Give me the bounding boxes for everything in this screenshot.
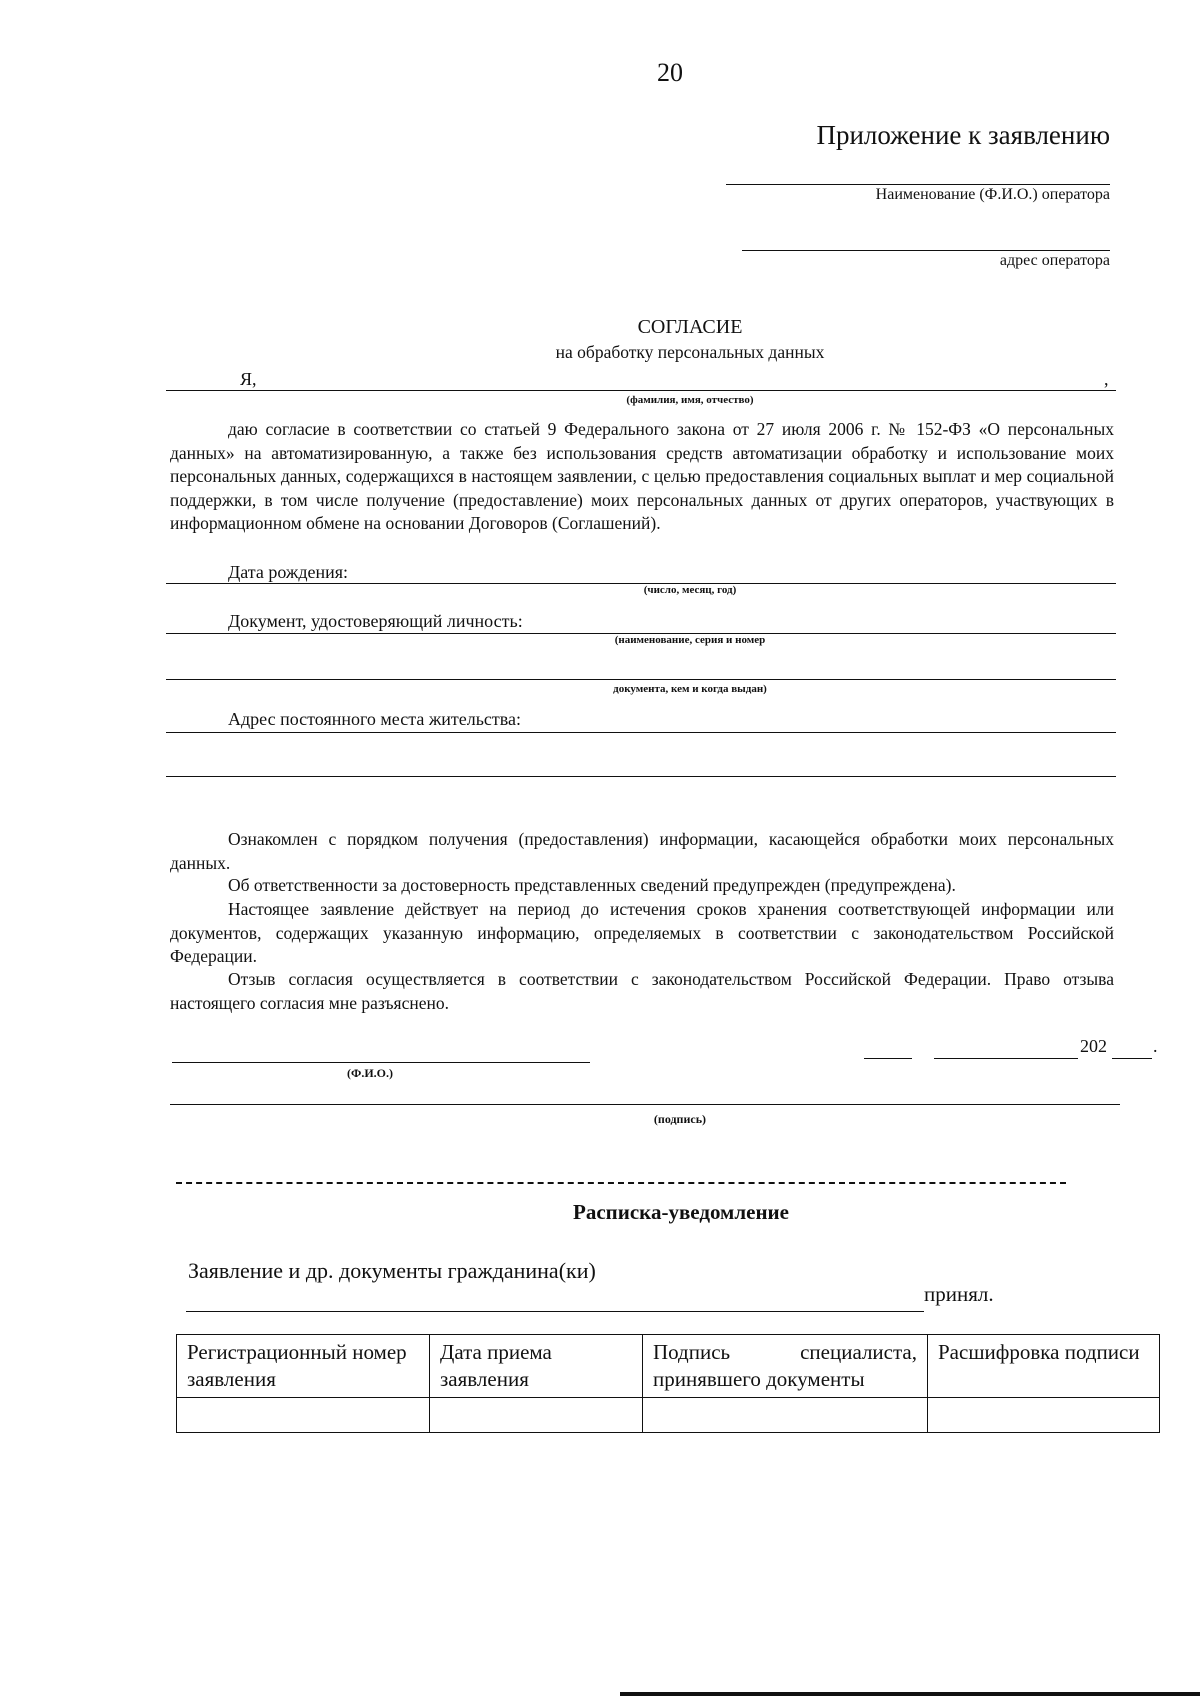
identity-doc-line-2[interactable] <box>166 679 1116 680</box>
fio-signature-line[interactable] <box>172 1062 590 1063</box>
reg-number-cell[interactable] <box>177 1398 430 1433</box>
header-signature-decoding: Расшифровка подписи <box>928 1335 1160 1398</box>
specialist-signature-cell[interactable] <box>643 1398 928 1433</box>
fio-line[interactable] <box>166 390 1116 391</box>
cut-dashed-line <box>176 1182 1066 1184</box>
receipt-date-cell[interactable] <box>430 1398 643 1433</box>
receipt-title: Расписка-уведомление <box>573 1200 789 1224</box>
accepted-text: принял. <box>924 1282 994 1306</box>
identity-doc-caption-1: (наименование, серия и номер <box>614 634 766 646</box>
operator-address-label: адрес оператора <box>999 252 1110 269</box>
operator-name-label: Наименование (Ф.И.О.) оператора <box>875 186 1110 203</box>
identity-doc-caption-2: документа, кем и когда выдан) <box>613 683 767 695</box>
residence-address-line[interactable] <box>166 732 1116 733</box>
identity-doc-label: Документ, удостоверяющий личность: <box>228 611 529 632</box>
fio-caption: (фамилия, имя, отчество) <box>626 394 754 406</box>
statement-responsibility: Об ответственности за достоверность представленных сведений предупрежден (предупреждена). <box>228 875 956 895</box>
i-label: Я, <box>240 369 257 389</box>
consent-body: даю согласие в соответствии со статьей 9 Федерального закона от 27 июля 2006 г. № 152-ФЗ «О персональных данных» на автоматизированную, а также без использования средств автоматизации обработку и использование моих персональных данных, содержащихся в настоящем заявлении, с целью предоставления социальных выплат и мер социальной поддержки, в том числе получение (предоставление) моих персональных данных от других операторов, участвующих в информационном обмене на основании Договоров (Соглашений). <box>170 419 1114 533</box>
consent-subtitle: на обработку персональных данных <box>555 342 825 362</box>
citizen-name-line[interactable] <box>186 1311 924 1312</box>
statement-validity: Настоящее заявление действует на период до истечения сроков хранения соответствующей информации или документов, содержащих указанную информацию, определяемых в соответствии с законодательством Российской Федерации. <box>170 899 1114 966</box>
residence-address-line-2[interactable] <box>166 776 1116 777</box>
birth-date-label: Дата рождения: <box>228 562 354 583</box>
signature-decoding-cell[interactable] <box>928 1398 1160 1433</box>
signature-caption: (подпись) <box>653 1112 707 1126</box>
date-year-line[interactable] <box>1112 1058 1152 1059</box>
statement-withdrawal: Отзыв согласия осуществляется в соответствии с законодательством Российской Федерации. Право отзыва настоящего согласия мне разъяснено. <box>170 969 1114 1013</box>
table-row <box>177 1398 1160 1433</box>
header-receipt-date: Дата приема заявления <box>430 1335 643 1398</box>
residence-address-label: Адрес постоянного места жительства: <box>228 709 527 730</box>
receipt-table <box>176 1334 1160 1433</box>
year-prefix: 202 <box>1080 1036 1107 1056</box>
birth-date-caption: (число, месяц, год) <box>643 584 737 596</box>
operator-name-line[interactable] <box>726 184 1110 185</box>
fio-short-caption: (Ф.И.О.) <box>347 1066 393 1080</box>
signature-line[interactable] <box>170 1104 1120 1105</box>
fio-comma: , <box>1104 369 1109 389</box>
statement-familiarized: Ознакомлен с порядком получения (предоставления) информации, касающейся обработки моих персональных данных. <box>170 829 1114 873</box>
date-month-line[interactable] <box>934 1058 1078 1059</box>
header-specialist-signature: Подпись специалиста, принявшего документы <box>643 1335 928 1398</box>
date-period: . <box>1153 1036 1158 1056</box>
consent-title: СОГЛАСИЕ <box>637 316 743 338</box>
appendix-title: Приложение к заявлению <box>816 120 1110 150</box>
table-header-row <box>177 1335 1160 1398</box>
operator-address-line[interactable] <box>742 250 1110 251</box>
date-day-line[interactable] <box>864 1058 912 1059</box>
scan-edge-line <box>620 1692 1200 1696</box>
received-docs-text: Заявление и др. документы гражданина(ки) <box>188 1258 596 1283</box>
page-number: 20 <box>657 58 683 87</box>
header-reg-number: Регистрационный номер заявления <box>177 1335 430 1398</box>
